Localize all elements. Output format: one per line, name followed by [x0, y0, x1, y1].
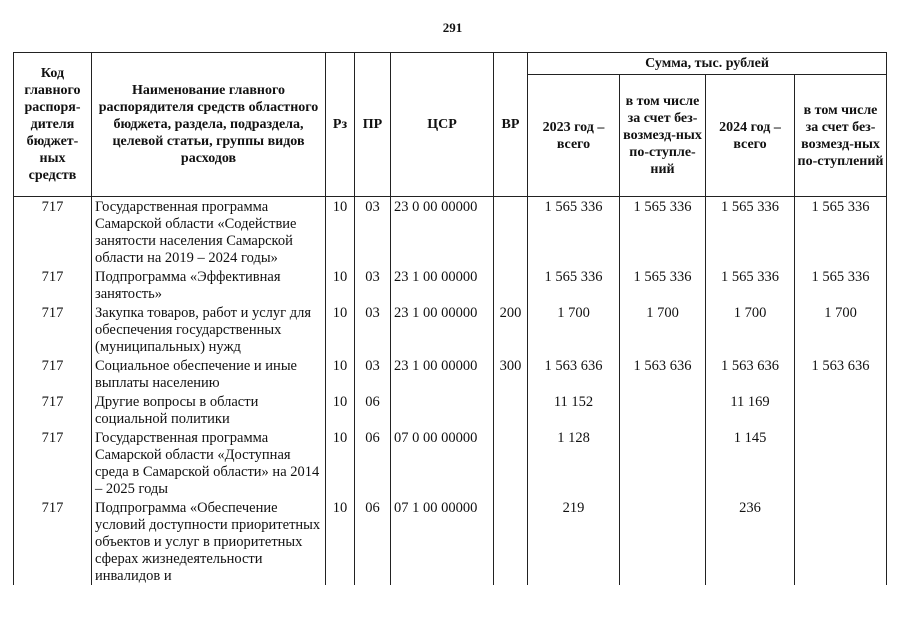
cell-code: 717	[14, 197, 92, 268]
cell-vr	[494, 267, 528, 303]
cell-2023-grants: 1 563 636	[620, 356, 706, 392]
cell-2023-grants: 1 565 336	[620, 267, 706, 303]
cell-rz: 10	[326, 356, 355, 392]
cell-2024-total: 1 563 636	[706, 356, 795, 392]
cell-vr: 300	[494, 356, 528, 392]
header-name: Наименование главного распорядителя средств областного бюджета, раздела, подраздела, целевой статьи, группы видов расходов	[92, 53, 326, 197]
cell-2023-grants	[620, 392, 706, 428]
cell-code: 717	[14, 428, 92, 498]
cell-code: 717	[14, 356, 92, 392]
cell-name: Социальное обеспечение и иные выплаты населению	[92, 356, 326, 392]
cell-2023-grants: 1 700	[620, 303, 706, 356]
cell-2023-total: 1 700	[528, 303, 620, 356]
cell-2024-total: 1 565 336	[706, 267, 795, 303]
cell-csr: 07 0 00 00000	[391, 428, 494, 498]
cell-2023-total: 1 565 336	[528, 267, 620, 303]
cell-pr: 06	[355, 428, 391, 498]
table-header	[14, 53, 887, 197]
cell-2024-grants	[795, 498, 887, 585]
cell-code: 717	[14, 392, 92, 428]
cell-vr	[494, 197, 528, 268]
cell-2024-grants: 1 563 636	[795, 356, 887, 392]
cell-2024-grants: 1 565 336	[795, 197, 887, 268]
cell-rz: 10	[326, 197, 355, 268]
cell-2024-total: 1 145	[706, 428, 795, 498]
cell-2024-grants: 1 565 336	[795, 267, 887, 303]
cell-pr: 03	[355, 303, 391, 356]
cell-2023-grants	[620, 428, 706, 498]
cell-csr	[391, 392, 494, 428]
cell-pr: 06	[355, 392, 391, 428]
header-vr: ВР	[494, 53, 528, 197]
header-rz: Рз	[326, 53, 355, 197]
cell-csr: 07 1 00 00000	[391, 498, 494, 585]
cell-2023-total: 1 565 336	[528, 197, 620, 268]
cell-code: 717	[14, 267, 92, 303]
header-sum-group: Сумма, тыс. рублей	[528, 53, 887, 75]
cell-rz: 10	[326, 428, 355, 498]
cell-name: Подпрограмма «Обеспечение условий доступности приоритетных объектов и услуг в приоритетных сферах жизнедеятельности инвалидов и	[92, 498, 326, 585]
table-row	[14, 428, 887, 498]
table-row	[14, 267, 887, 303]
cell-2023-grants: 1 565 336	[620, 197, 706, 268]
table-row	[14, 303, 887, 356]
cell-code: 717	[14, 303, 92, 356]
cell-name: Закупка товаров, работ и услуг для обеспечения государственных (муниципальных) нужд	[92, 303, 326, 356]
cell-2024-grants: 1 700	[795, 303, 887, 356]
cell-2023-total: 1 128	[528, 428, 620, 498]
cell-csr: 23 1 00 00000	[391, 356, 494, 392]
cell-2024-total: 236	[706, 498, 795, 585]
cell-rz: 10	[326, 267, 355, 303]
header-2024-total: 2024 год – всего	[706, 75, 795, 197]
table-row	[14, 356, 887, 392]
cell-name: Государственная программа Самарской области «Доступная среда в Самарской области» на 2014 – 2025 годы	[92, 428, 326, 498]
cell-csr: 23 1 00 00000	[391, 267, 494, 303]
cell-rz: 10	[326, 303, 355, 356]
header-code: Код главного распоря-дителя бюджет-ных средств	[14, 53, 92, 197]
cell-2024-total: 11 169	[706, 392, 795, 428]
cell-name: Другие вопросы в области социальной политики	[92, 392, 326, 428]
cell-2023-total: 1 563 636	[528, 356, 620, 392]
table-body	[14, 197, 887, 586]
cell-csr: 23 1 00 00000	[391, 303, 494, 356]
header-pr: ПР	[355, 53, 391, 197]
cell-name: Государственная программа Самарской области «Содействие занятости населения Самарской области на 2019 – 2024 годы»	[92, 197, 326, 268]
cell-code: 717	[14, 498, 92, 585]
cell-rz: 10	[326, 392, 355, 428]
cell-2024-total: 1 565 336	[706, 197, 795, 268]
cell-vr: 200	[494, 303, 528, 356]
cell-2023-total: 219	[528, 498, 620, 585]
cell-vr	[494, 392, 528, 428]
cell-pr: 03	[355, 267, 391, 303]
cell-2024-grants	[795, 428, 887, 498]
table-row	[14, 498, 887, 585]
cell-pr: 03	[355, 197, 391, 268]
cell-rz: 10	[326, 498, 355, 585]
header-2023-grants: в том числе за счет без-возмезд-ных по-ступле-ний	[620, 75, 706, 197]
budget-table	[13, 52, 887, 585]
cell-csr: 23 0 00 00000	[391, 197, 494, 268]
header-2024-grants: в том числе за счет без-возмезд-ных по-ступлений	[795, 75, 887, 197]
header-csr: ЦСР	[391, 53, 494, 197]
header-2023-total: 2023 год – всего	[528, 75, 620, 197]
cell-vr	[494, 498, 528, 585]
cell-name: Подпрограмма «Эффективная занятость»	[92, 267, 326, 303]
cell-2024-grants	[795, 392, 887, 428]
cell-2024-total: 1 700	[706, 303, 795, 356]
cell-pr: 03	[355, 356, 391, 392]
page-number: 291	[442, 20, 463, 35]
table-row	[14, 197, 887, 268]
table-row	[14, 392, 887, 428]
cell-pr: 06	[355, 498, 391, 585]
cell-2023-total: 11 152	[528, 392, 620, 428]
cell-vr	[494, 428, 528, 498]
cell-2023-grants	[620, 498, 706, 585]
